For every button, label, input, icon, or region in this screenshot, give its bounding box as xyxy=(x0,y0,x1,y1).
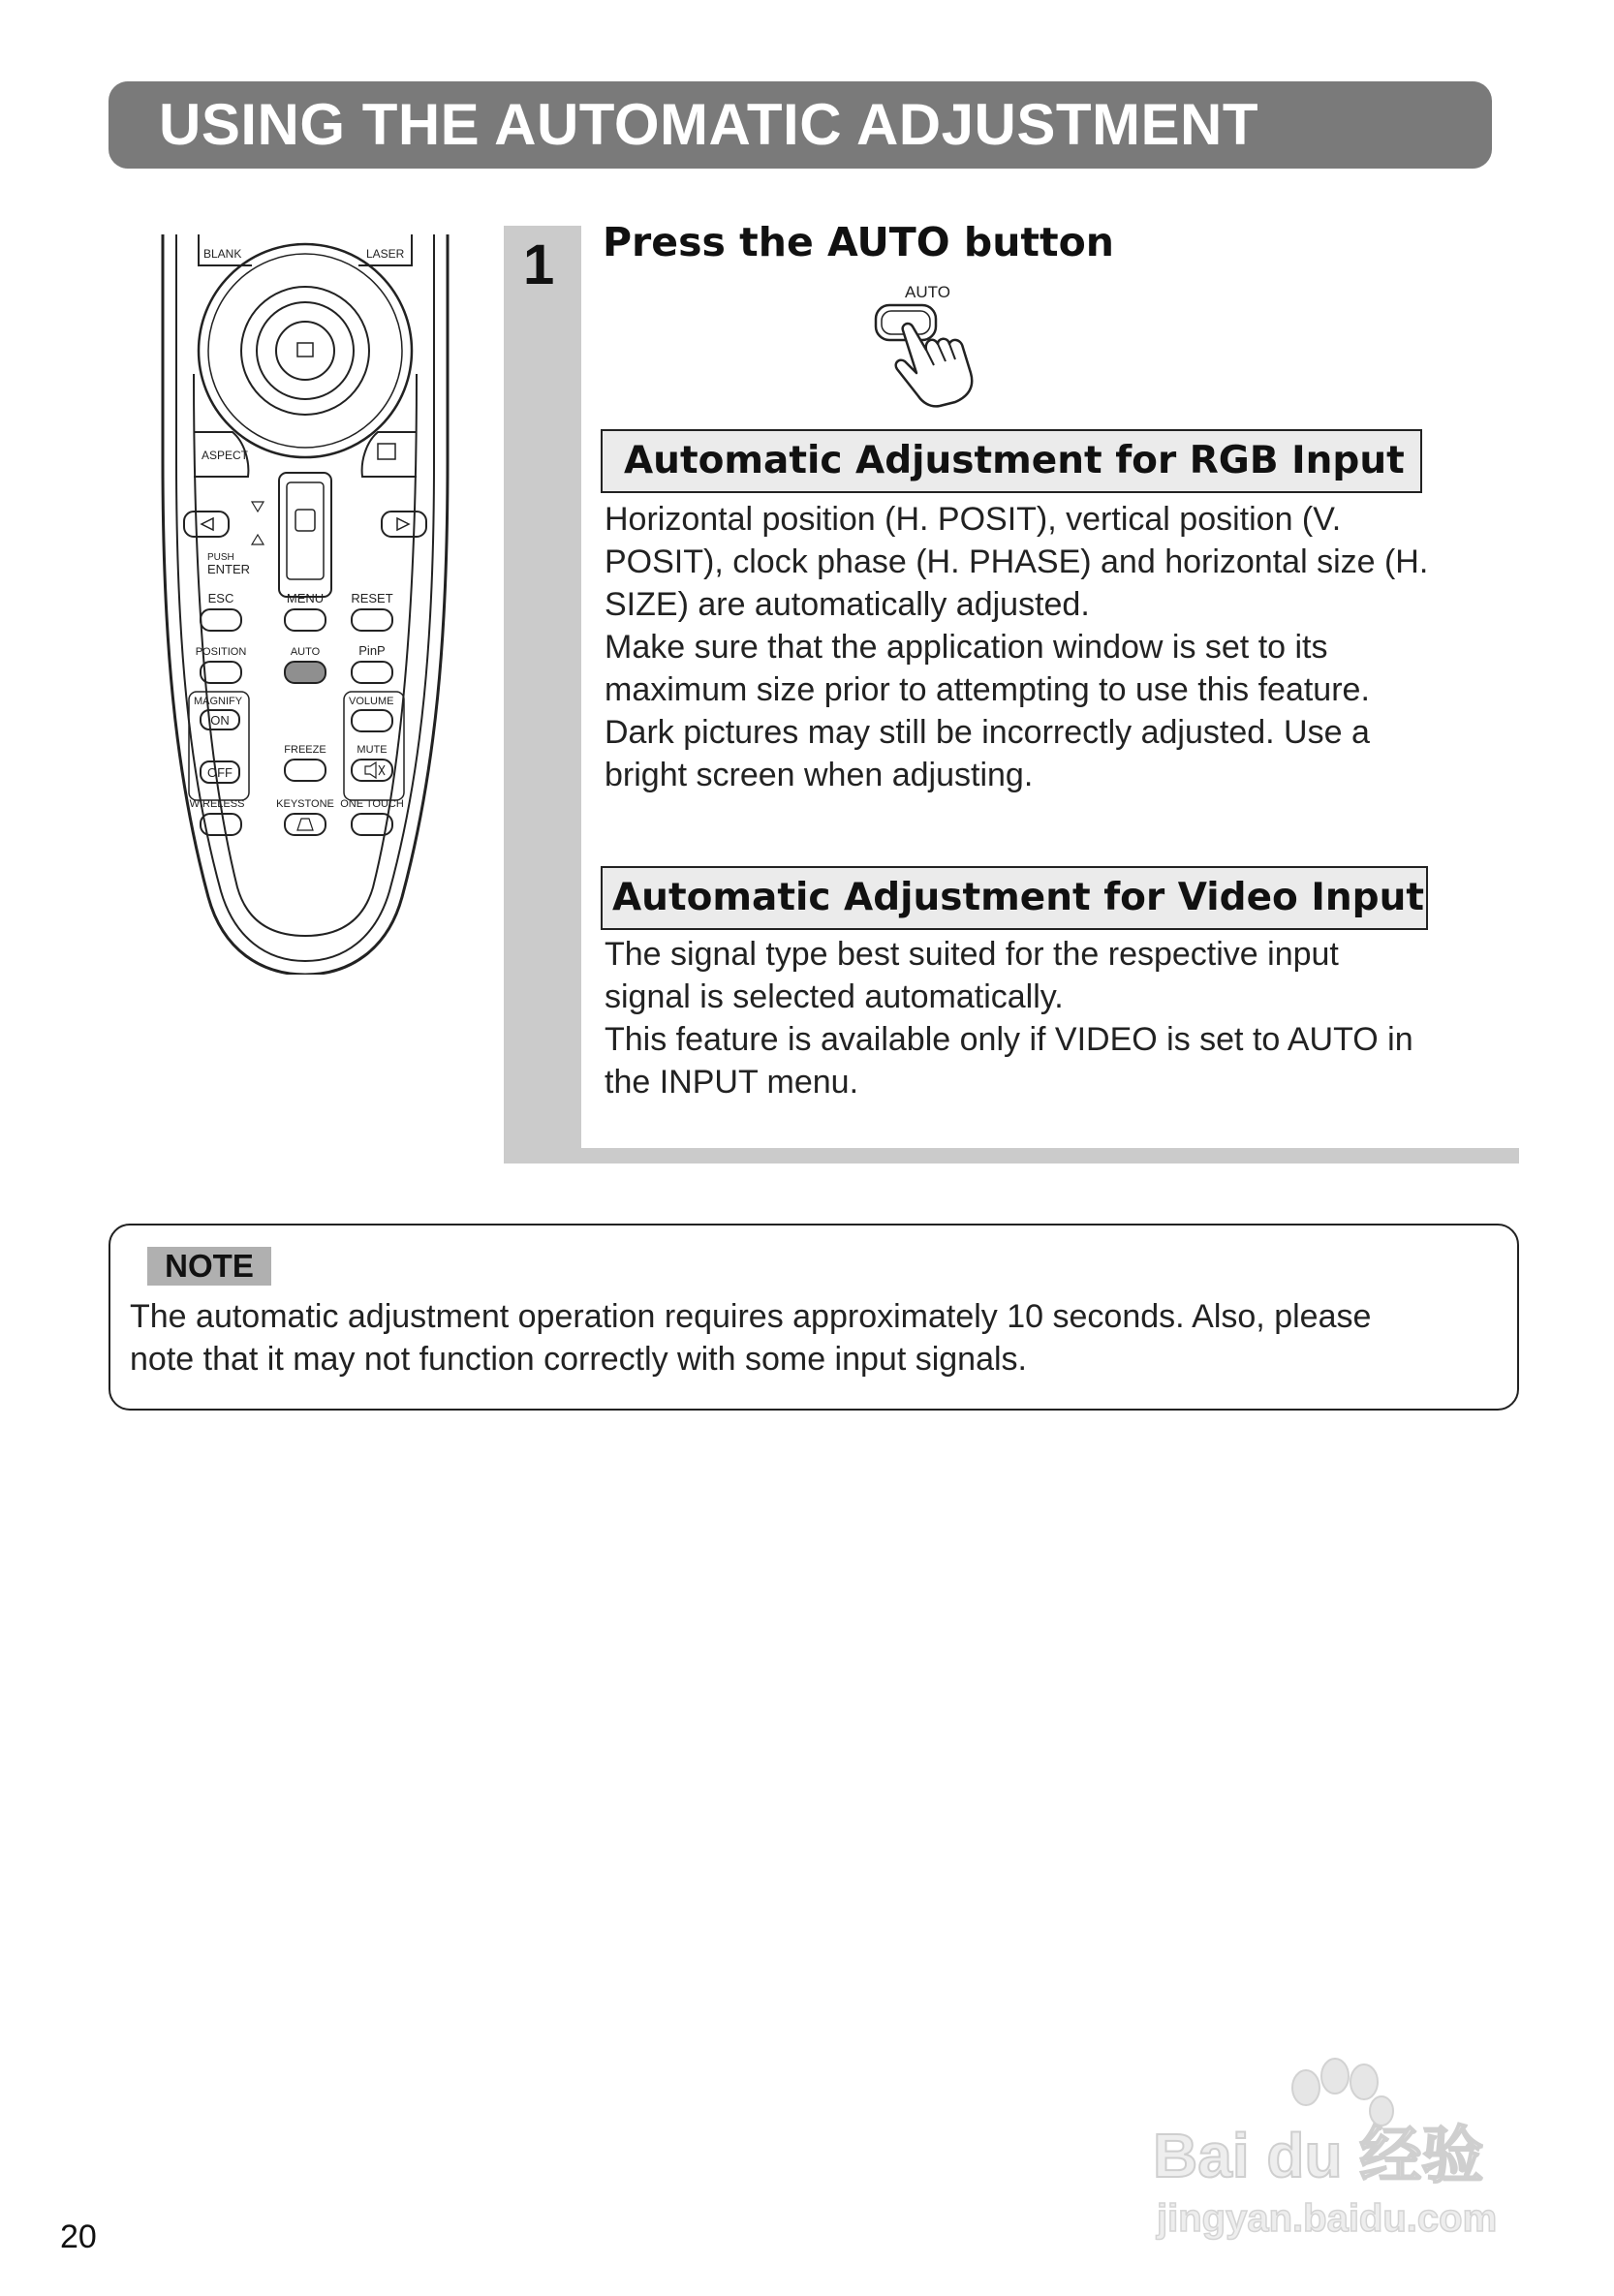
note-label: NOTE xyxy=(147,1247,271,1286)
remote-control-illustration xyxy=(155,229,455,975)
rgb-description xyxy=(605,498,1496,796)
rgb-line: Horizontal position (H. POSIT), vertical position (V. xyxy=(605,501,1342,538)
auto-button-label: AUTO xyxy=(905,283,950,301)
remote-keystone-label: KEYSTONE xyxy=(276,798,334,810)
video-section-heading: Automatic Adjustment for Video Input xyxy=(601,866,1428,930)
remote-magnify-label: MAGNIFY xyxy=(194,696,243,707)
remote-position-label: POSITION xyxy=(195,646,247,658)
remote-reset-label: RESET xyxy=(351,591,393,605)
rgb-line: bright screen when adjusting. xyxy=(605,757,1034,793)
note-line: note that it may not function correctly with some input signals. xyxy=(130,1341,1028,1378)
page-title: USING THE AUTOMATIC ADJUSTMENT FEATURE xyxy=(109,81,1492,169)
remote-enter-label: ENTER xyxy=(207,562,251,576)
remote-esc-label: ESC xyxy=(207,591,234,605)
remote-push-label: PUSH xyxy=(207,552,234,563)
video-line: the INPUT menu. xyxy=(605,1064,859,1101)
rgb-line: Make sure that the application window is set to its xyxy=(605,629,1328,666)
remote-auto-button xyxy=(285,662,326,683)
note-text xyxy=(130,1295,1505,1381)
watermark-brand: Bai du 经验 xyxy=(1153,2121,1484,2190)
remote-wireless-label: WIRELESS xyxy=(189,798,245,810)
rgb-line: POSIT), clock phase (H. PHASE) and horizontal size (H. xyxy=(605,543,1429,580)
remote-on-label: ON xyxy=(210,713,230,728)
remote-off-label: OFF xyxy=(207,765,233,780)
watermark-url: jingyan.baidu.com xyxy=(1157,2197,1498,2240)
remote-one-touch-label: ONE TOUCH xyxy=(340,798,404,810)
remote-laser-label: LASER xyxy=(366,247,405,261)
rgb-line: SIZE) are automatically adjusted. xyxy=(605,586,1090,623)
baidu-jingyan-watermark xyxy=(1143,2049,1531,2243)
rgb-line: maximum size prior to attempting to use this feature. xyxy=(605,671,1370,708)
remote-volume-label: VOLUME xyxy=(349,696,394,707)
video-line: signal is selected automatically. xyxy=(605,978,1064,1015)
remote-aspect-label: ASPECT xyxy=(202,449,249,462)
rgb-line: Dark pictures may still be incorrectly adjusted. Use a xyxy=(605,714,1370,751)
step-number: 1 xyxy=(523,233,555,296)
video-description xyxy=(605,933,1496,1103)
video-line: This feature is available only if VIDEO is set to AUTO in xyxy=(605,1021,1413,1058)
paw-logo-icon xyxy=(1292,2059,1393,2125)
remote-freeze-label: FREEZE xyxy=(284,744,326,756)
auto-button-press-illustration xyxy=(862,276,998,412)
remote-mute-label: MUTE xyxy=(357,744,388,756)
video-line: The signal type best suited for the respective input xyxy=(605,936,1339,973)
step-heading: Press the AUTO button xyxy=(603,219,1114,265)
note-line: The automatic adjustment operation requires approximately 10 seconds. Also, please xyxy=(130,1298,1372,1335)
page-number: 20 xyxy=(60,2218,97,2255)
remote-blank-label: BLANK xyxy=(203,247,242,261)
remote-auto-label: AUTO xyxy=(290,646,321,658)
rgb-section-heading: Automatic Adjustment for RGB Input xyxy=(601,429,1422,493)
remote-menu-label: MENU xyxy=(286,591,325,605)
remote-pinp-label: PinP xyxy=(358,643,386,658)
